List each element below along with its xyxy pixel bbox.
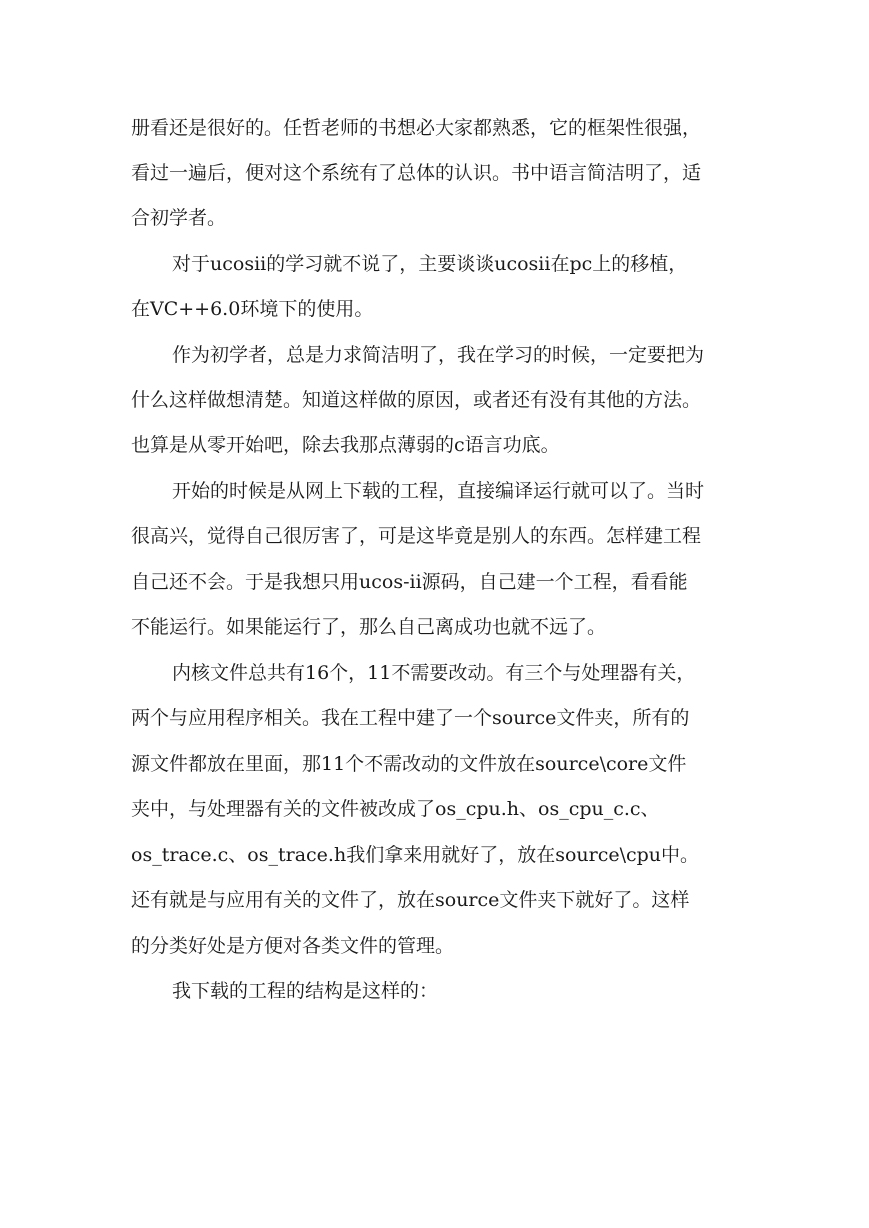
paragraph-line: 内核文件总共有16个，11不需要改动。有三个与处理器有关， — [172, 662, 696, 684]
paragraph-line: 我下载的工程的结构是这样的： — [172, 980, 439, 1002]
paragraph-line: 合初学者。 — [131, 207, 227, 229]
paragraph-line: 册看还是很好的。任哲老师的书想必大家都熟悉，它的框架性很强， — [131, 117, 702, 139]
paragraph-line: 在VC++6.0环境下的使用。 — [131, 298, 374, 320]
paragraph-line: 还有就是与应用有关的文件了，放在source文件夹下就好了。这样 — [131, 889, 690, 911]
paragraph-line: 的分类好处是方便对各类文件的管理。 — [131, 935, 455, 957]
paragraph-line: 什么这样做想清楚。知道这样做的原因，或者还有没有其他的方法。 — [131, 389, 702, 411]
paragraph-line: 夹中，与处理器有关的文件被改成了os_cpu.h、os_cpu_c.c、 — [131, 798, 660, 820]
paragraph-line: 也算是从零开始吧，除去我那点薄弱的c语言功底。 — [131, 434, 560, 456]
paragraph-line: os_trace.c、os_trace.h我们拿来用就好了，放在source\cpu中。 — [131, 844, 700, 866]
paragraph-line: 作为初学者，总是力求简洁明了，我在学习的时候，一定要把为 — [172, 344, 705, 366]
paragraph-line: 源文件都放在里面，那11个不需改动的文件放在source\core文件 — [131, 753, 687, 775]
paragraph-line: 看过一遍后，便对这个系统有了总体的认识。书中语言简洁明了，适 — [131, 162, 702, 184]
paragraph-line: 两个与应用程序相关。我在工程中建了一个source文件夹，所有的 — [131, 707, 690, 729]
paragraph-line: 很高兴，觉得自己很厉害了，可是这毕竟是别人的东西。怎样建工程 — [131, 525, 702, 547]
paragraph-line: 自己还不会。于是我想只用ucos-ii源码，自己建一个工程，看看能 — [131, 571, 688, 593]
paragraph-line: 对于ucosii的学习就不说了，主要谈谈ucosii在pc上的移植， — [172, 253, 688, 275]
paragraph-line: 开始的时候是从网上下载的工程，直接编译运行就可以了。当时 — [172, 480, 705, 502]
paragraph-line: 不能运行。如果能运行了，那么自己离成功也就不远了。 — [131, 616, 607, 638]
